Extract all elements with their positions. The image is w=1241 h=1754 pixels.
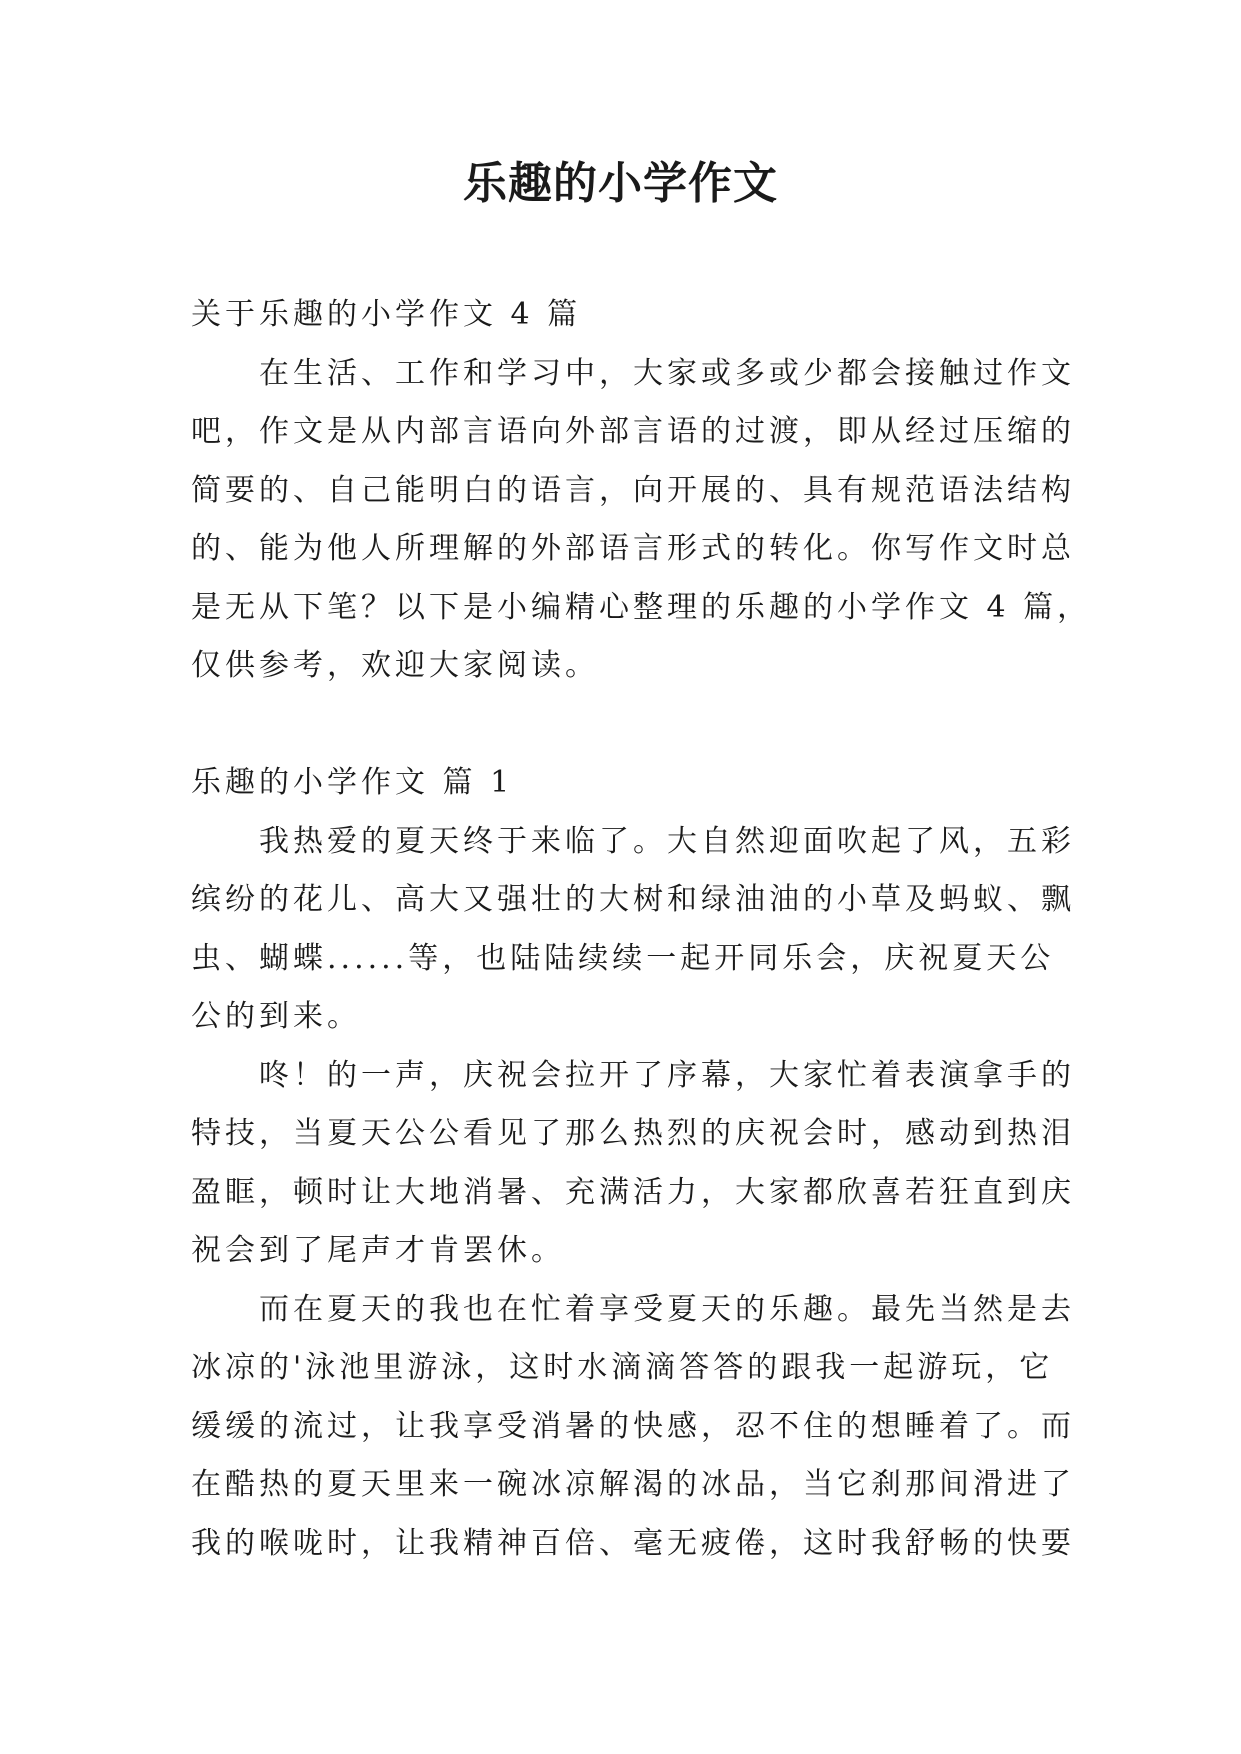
- section-paragraph-1: [191, 813, 1075, 1047]
- document-body: [191, 286, 1092, 1573]
- intro-paragraph: [191, 345, 1092, 696]
- text-line: 是无从下笔？以下是小编精心整理的乐趣的小学作文 4 篇，: [191, 589, 1092, 625]
- text-line: 虫、蝴蝶......等，也陆陆续续一起开同乐会，庆祝夏天公: [191, 940, 1055, 976]
- section-heading: 乐趣的小学作文 篇 1: [191, 765, 514, 800]
- text-line: 在生活、工作和学习中，大家或多或少都会接触过作文: [191, 355, 1075, 391]
- text-line: 缓缓的流过，让我享受消暑的快感，忍不住的想睡着了。而: [191, 1408, 1075, 1444]
- text-line: 仅供参考，欢迎大家阅读。: [191, 648, 599, 683]
- intro-heading: 关于乐趣的小学作文 4 篇: [191, 297, 582, 332]
- blank-line: [191, 696, 1059, 755]
- text-line: 特技，当夏天公公看见了那么热烈的庆祝会时，感动到热泪: [191, 1116, 1075, 1151]
- text-line: 我的喉咙时，让我精神百倍、毫无疲倦，这时我舒畅的快要: [191, 1525, 1075, 1561]
- text-line: 盈眶，顿时让大地消暑、充满活力，大家都欣喜若狂直到庆: [191, 1174, 1075, 1210]
- text-line: 我热爱的夏天终于来临了。大自然迎面吹起了风，五彩: [191, 823, 1075, 859]
- text-line: 吧，作文是从内部言语向外部言语的过渡，即从经过压缩的: [191, 414, 1075, 449]
- text-line: 而在夏天的我也在忙着享受夏天的乐趣。最先当然是去: [191, 1291, 1075, 1327]
- text-line: 简要的、自己能明白的语言，向开展的、具有规范语法结构: [191, 472, 1075, 508]
- section-paragraph-3: [191, 1281, 1075, 1574]
- text-line: 冰凉的'泳池里游泳，这时水滴滴答答的跟我一起游玩，它: [191, 1350, 1054, 1385]
- text-line: 祝会到了尾声才肯罢休。: [191, 1233, 565, 1268]
- document-title: 乐趣的小学作文: [463, 158, 778, 209]
- text-line: 的、能为他人所理解的外部语言形式的转化。你写作文时总: [191, 531, 1075, 566]
- text-line: 缤纷的花儿、高大又强壮的大树和绿油油的小草及蚂蚁、飘: [191, 882, 1075, 917]
- text-line: 咚！的一声，庆祝会拉开了序幕，大家忙着表演拿手的: [191, 1057, 1075, 1093]
- section-paragraph-2: [191, 1047, 1075, 1281]
- text-line: 公的到来。: [191, 999, 361, 1034]
- text-line: 在酷热的夏天里来一碗冰凉解渴的冰品，当它刹那间滑进了: [191, 1467, 1075, 1502]
